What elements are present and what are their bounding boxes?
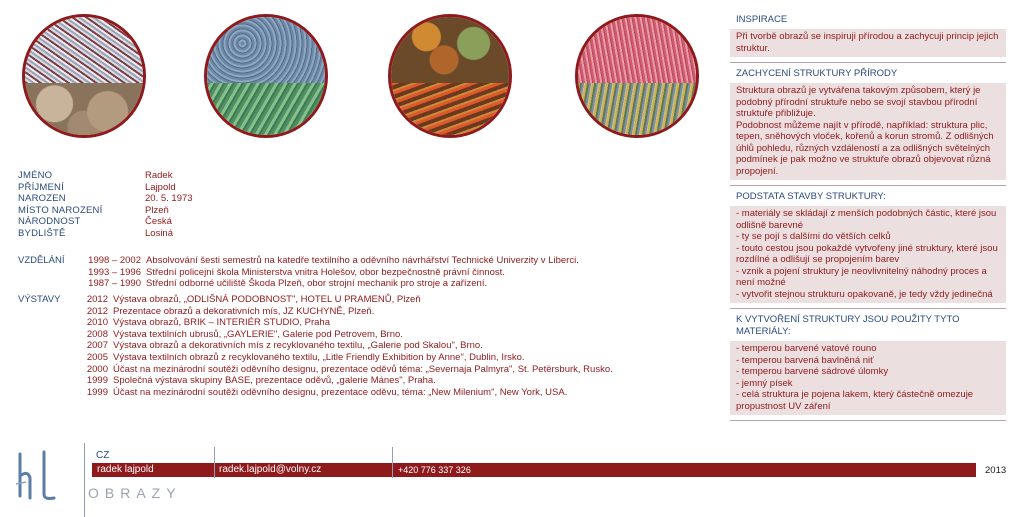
- exhibitions-list: [70, 294, 613, 398]
- exhibition-text: Účast na mezinárodní soutěži oděvního designu, prezentace oděvů téma: „Severnaja Palmyra", St. Petërsburk, Rusko.: [113, 363, 613, 375]
- exhibition-row: [70, 340, 613, 352]
- education-years: 1987 – 1990: [88, 278, 141, 290]
- footer-year: 2013: [985, 465, 1007, 476]
- zachyceni-p1: Struktura obrazů je vytvářena takovým způsobem, který je podobný přírodní struktuře nebo se svojí stavbou přírodní struktuře přibližuje.: [736, 85, 981, 119]
- contact-name: radek lajpold: [97, 464, 154, 475]
- materialy-item: - celá struktura je pojena lakem, který částečně omezuje propustnost UV záření: [736, 389, 974, 412]
- zachyceni-p2: Podobnost můžeme najít v přírodě, například: struktura plic, tepen, sněhových vloček, kořenů a korun stromů. Z odlišných úhlů pohledu, různých vzdáleností a za odlišných světelných podmínek je pak možno ve struktuře obrazů objevovat různá propojení.: [736, 119, 994, 177]
- value-misto-narozeni: Plzeň: [145, 204, 169, 216]
- materialy-item: - temperou barvená bavlněná niť: [736, 354, 874, 366]
- exhibition-row: [70, 387, 613, 399]
- zachyceni-title: ZACHYCENÍ STRUKTURY PŘÍRODY: [736, 68, 898, 79]
- exhibition-year: 1999: [86, 375, 108, 387]
- podstata-title: PODSTATA STAVBY STRUKTURY:: [736, 191, 886, 202]
- education-years: 1993 – 1996: [88, 266, 141, 278]
- exhibition-row: [70, 352, 613, 364]
- exhibition-row: [70, 364, 613, 376]
- zachyceni-box: [730, 83, 1006, 180]
- value-narozen: 20. 5. 1973: [145, 193, 193, 205]
- label-bydliste: BYDLIŠTĚ: [18, 227, 66, 239]
- education-text: Střední policejní škola Ministerstva vnitra Holešov, obor bezpečnostně právní činnost.: [146, 266, 505, 278]
- value-narodnost: Česká: [145, 216, 172, 228]
- exhibition-year: 2007: [86, 340, 108, 352]
- exhibition-text: Společná výstava skupiny BASE, prezentace oděvů, „galerie Mánes", Praha.: [113, 375, 436, 387]
- exhibition-row: [70, 375, 613, 387]
- materialy-item: - jemný písek: [736, 377, 793, 389]
- exhibitions-label: VÝSTAVY: [18, 294, 61, 305]
- exhibition-year: 2008: [86, 328, 108, 340]
- inspirace-text: Při tvorbě obrazů se inspiruji přírodou a zachycuji princip jejich struktur.: [736, 31, 999, 54]
- podstata-item: - ty se pojí s dalšími do větších celků: [736, 231, 891, 242]
- bar-separator: [214, 447, 215, 478]
- hl-monogram-logo: [14, 448, 62, 504]
- podstata-item: - materiály se skládají z menších podobných částic, které jsou odlišně barevné: [736, 208, 997, 231]
- materialy-item: - temperou barvené vatové rouno: [736, 343, 877, 354]
- exhibition-text: Výstava obrazů, BRIK – INTERIÉR STUDIO, Praha: [113, 317, 330, 329]
- education-label: VZDĚLÁNÍ: [18, 255, 65, 266]
- podstata-item: - vytvořit stejnou strukturu opakovaně, je tedy vždy jedinečná: [736, 288, 993, 300]
- exhibition-year: 2005: [86, 351, 108, 363]
- education-row: [86, 255, 579, 267]
- education-row: [86, 278, 579, 290]
- label-prijmeni: PŘÍJMENÍ: [18, 181, 64, 193]
- value-bydliste: Losiná: [145, 227, 173, 239]
- brand-obrazy: OBRAZY: [88, 485, 182, 501]
- exhibition-year: 2000: [86, 363, 108, 375]
- education-text: Střední odborné učiliště Škoda Plzeň, obor strojní mechanik pro stroje a zařízení.: [146, 278, 488, 290]
- materialy-title: K VYTVOŘENÍ STRUKTURY JSOU POUŽITY TYTO MATERIÁLY:: [736, 314, 960, 337]
- exhibition-text: Prezentace obrazů a dekorativních mís, JZ KUCHYNĚ, Plzeň.: [113, 305, 375, 317]
- education-row: [86, 267, 579, 279]
- value-jmeno: Radek: [145, 170, 173, 181]
- exhibition-year: 2010: [86, 317, 108, 329]
- exhibition-row: [70, 329, 613, 341]
- exhibition-year: 2012: [86, 305, 108, 317]
- exhibition-row: [70, 294, 613, 306]
- right-column: [730, 14, 1006, 426]
- label-narozen: NAROZEN: [18, 193, 66, 205]
- exhibition-text: Účast na mezinárodní soutěži oděvního designu, prezentace oděvu, téma: „New Milenium", New York, USA.: [113, 386, 568, 398]
- education-text: Absolvování šesti semestrů na katedře textilního a oděvního návrhářství Technické Univerzity v Liberci.: [146, 255, 579, 266]
- contact-email-link[interactable]: radek.lajpold@volny.cz: [219, 464, 322, 475]
- section-divider: [730, 308, 1006, 309]
- exhibition-text: Výstava obrazů a dekorativních mís z recyklovaného textilu, „Galerie pod Skalou", Brno.: [113, 340, 483, 352]
- texture-image-pink-moss: [575, 14, 699, 138]
- label-jmeno: JMÉNO: [18, 170, 53, 181]
- inspirace-box: [730, 29, 1006, 57]
- section-divider: [730, 185, 1006, 186]
- section-divider: [730, 62, 1006, 63]
- contact-phone: +420 776 337 326: [398, 465, 471, 475]
- bar-separator: [392, 447, 393, 478]
- section-divider: [730, 420, 1006, 421]
- education-years: 1998 – 2002: [88, 255, 141, 266]
- education-list: [86, 255, 579, 290]
- materialy-item: - temperou barvené sádrové úlomky: [736, 366, 889, 377]
- exhibition-row: [70, 306, 613, 318]
- exhibition-year: 2012: [86, 294, 108, 305]
- language-label: CZ: [96, 450, 110, 461]
- podstata-item: - touto cestou jsou pokaždé vytvořeny jiné struktury, které jsou rozdílné a odlišují se propojením barev: [736, 242, 998, 265]
- podstata-item: - vznik a pojení struktury je neovlivnitelný náhodný proces a není možné: [736, 265, 987, 288]
- exhibition-text: Výstava obrazů, „ODLIŠNÁ PODOBNOST", HOTEL U PRAMENŮ, Plzeň: [113, 294, 421, 305]
- exhibition-year: 1999: [86, 386, 108, 398]
- texture-image-blue-green: [204, 14, 328, 138]
- personal-info-values: [145, 170, 193, 240]
- exhibition-text: Výstava textilních ubrusů, „GAYLERIE", Galerie pod Petrovem, Brno.: [113, 328, 403, 340]
- exhibition-text: Výstava textilních obrazů z recyklovaného textilu, „Litle Friendly Exhibition by Anne", Dublin, Irsko.: [113, 351, 525, 363]
- texture-image-stones: [22, 14, 146, 138]
- value-prijmeni: Lajpold: [145, 181, 176, 193]
- podstata-box: [730, 206, 1006, 303]
- label-narodnost: NÁRODNOST: [18, 216, 81, 228]
- texture-image-leaves-roots: [388, 14, 512, 138]
- personal-info-labels: [18, 170, 102, 240]
- inspirace-title: INSPIRACE: [736, 14, 788, 25]
- label-misto-narozeni: MÍSTO NAROZENÍ: [18, 204, 103, 216]
- materialy-box: [730, 341, 1006, 415]
- footer-divider: [84, 443, 85, 517]
- exhibition-row: [70, 317, 613, 329]
